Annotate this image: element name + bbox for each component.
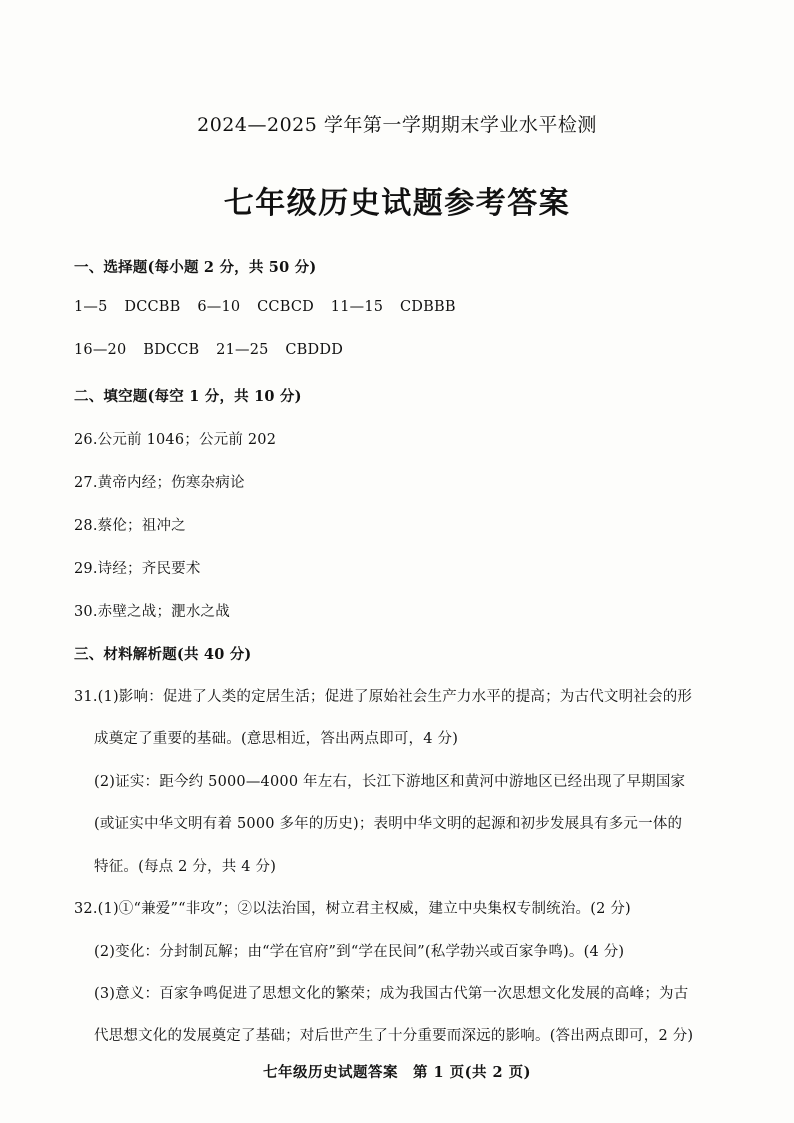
section-2-heading: 二、填空题(每空 1 分，共 10 分) bbox=[74, 388, 302, 405]
q31-line-5: 特征。(每点 2 分，共 4 分) bbox=[94, 859, 277, 875]
q31-line-2: 成奠定了重要的基础。(意思相近，答出两点即可，4 分) bbox=[94, 731, 459, 747]
range-label: 21—25 bbox=[216, 342, 269, 358]
fill-answer-29: 29.诗经；齐民要术 bbox=[74, 561, 201, 577]
answer-group: CDBBB bbox=[400, 299, 456, 315]
q32-line-4: 代思想文化的发展奠定了基础；对后世产生了十分重要而深远的影响。(答出两点即可，2 分) bbox=[94, 1028, 694, 1044]
fill-answer-30: 30.赤壁之战；淝水之战 bbox=[74, 604, 230, 620]
range-label: 11—15 bbox=[330, 299, 384, 315]
page-title: 七年级历史试题参考答案 bbox=[223, 186, 571, 221]
fill-answer-28: 28.蔡伦；祖冲之 bbox=[74, 518, 186, 534]
page-footer: 七年级历史试题答案 第 1 页(共 2 页) bbox=[262, 1064, 532, 1081]
q31-line-4: (或证实中华文明有着 5000 多年的历史)；表明中华文明的起源和初步发展具有多元一体的 bbox=[94, 816, 683, 832]
q32-line-3: (3)意义：百家争鸣促进了思想文化的繁荣；成为我国古代第一次思想文化发展的高峰；为古 bbox=[94, 986, 689, 1002]
q32-line-1: 32.(1)①“兼爱”“非攻”；②以法治国，树立君主权威，建立中央集权专制统治。(2 分) bbox=[74, 901, 631, 917]
answer-group: CBDDD bbox=[285, 342, 344, 358]
section-3-heading: 三、材料解析题(共 40 分) bbox=[74, 646, 252, 663]
fill-answer-27: 27.黄帝内经；伤寒杂病论 bbox=[74, 475, 245, 491]
range-label: 6—10 bbox=[197, 299, 241, 315]
range-label: 16—20 bbox=[74, 342, 127, 358]
section-1-heading: 一、选择题(每小题 2 分，共 50 分) bbox=[74, 259, 317, 276]
q31-line-1: 31.(1)影响：促进了人类的定居生活；促进了原始社会生产力水平的提高；为古代文明社会的形 bbox=[74, 689, 693, 705]
exam-header: 2024—2025 学年第一学期期末学业水平检测 bbox=[197, 114, 597, 136]
answer-group: BDCCB bbox=[143, 342, 200, 358]
fill-answer-26: 26.公元前 1046；公元前 202 bbox=[74, 432, 277, 448]
range-label: 1—5 bbox=[74, 299, 108, 315]
answer-group: DCCBB bbox=[124, 299, 181, 315]
answer-group: CCBCD bbox=[257, 299, 314, 315]
choice-answers-row-1 bbox=[74, 299, 456, 315]
q32-line-2: (2)变化：分封制瓦解；由“学在官府”到“学在民间”(私学勃兴或百家争鸣)。(4 分) bbox=[94, 944, 625, 960]
q31-line-3: (2)证实：距今约 5000—4000 年左右，长江下游地区和黄河中游地区已经出现了早期国家 bbox=[94, 774, 686, 790]
choice-answers-row-2 bbox=[74, 342, 343, 358]
